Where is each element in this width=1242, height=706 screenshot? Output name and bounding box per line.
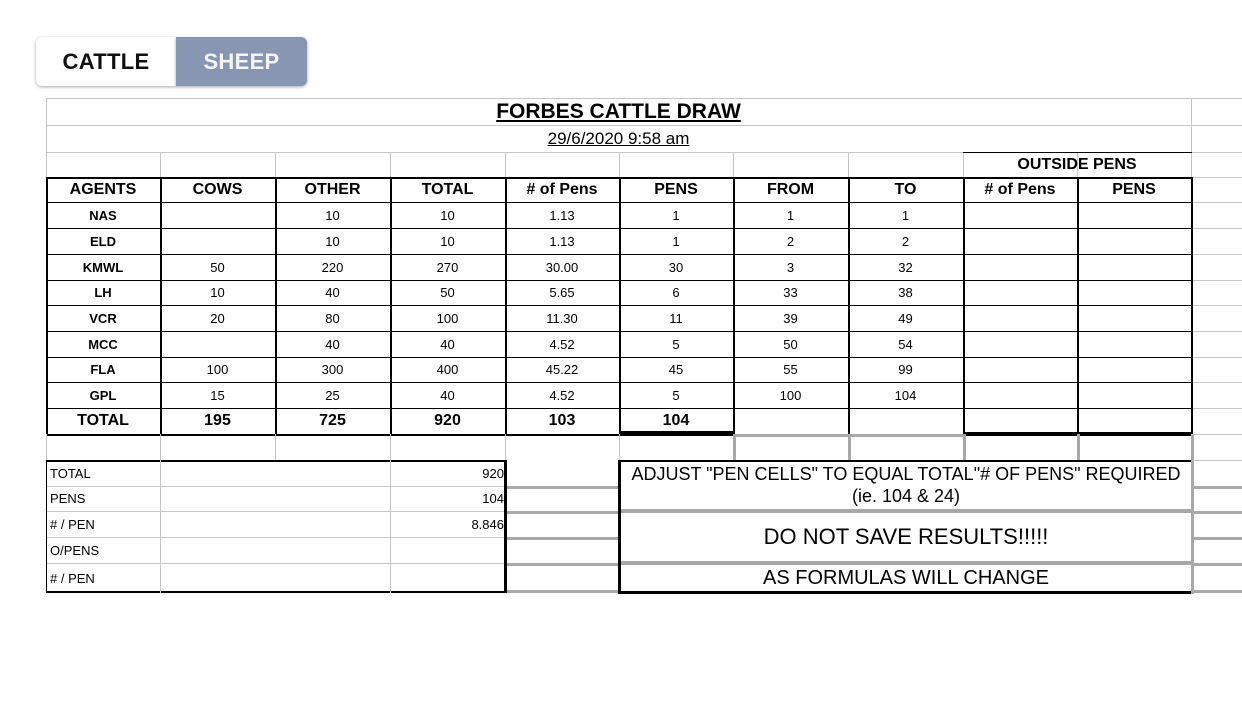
table-cell[interactable]: 49 [898,310,913,326]
formulas-note: AS FORMULAS WILL CHANGE [763,566,1049,589]
table-border [619,591,1192,594]
row-line [507,486,619,489]
row-line [507,511,619,514]
tab-cattle[interactable]: CATTLE [36,37,176,86]
table-cell[interactable] [1077,202,1191,228]
col-line [1077,434,1080,461]
table-cell[interactable]: 4.52 [549,336,575,352]
table-cell[interactable] [160,331,275,357]
table-cell[interactable]: 104 [894,387,917,403]
date-label: 29/6/2020 9:58 am [547,128,690,148]
table-cell[interactable]: 3 [786,259,795,275]
table-cell[interactable]: 25 [325,387,340,403]
table-cell[interactable]: 33 [783,285,798,300]
row-line [1193,202,1242,203]
table-cell[interactable] [963,280,1077,305]
col-line [619,434,620,460]
col-line [160,152,161,177]
table-cell[interactable]: 50 [440,285,455,300]
col-line [1191,460,1194,594]
col-line [733,434,736,461]
warning-note: DO NOT SAVE RESULTS!!!!! [763,524,1049,549]
col-line [505,434,506,460]
table-cell[interactable]: 40 [440,336,455,352]
col-header-2: COWS [192,180,243,198]
table-cell[interactable]: MCC [88,336,118,352]
table-cell[interactable]: 11 [669,310,683,326]
table-cell[interactable]: 39 [783,310,798,326]
col-line [619,152,620,177]
row-line [507,590,619,593]
table-cell[interactable]: 30.00 [545,259,579,275]
table-cell[interactable] [160,228,275,254]
table-cell[interactable]: 54 [898,336,913,352]
table-cell[interactable]: 2 [786,233,795,249]
totals-cell: 195 [204,412,231,429]
table-cell[interactable]: 300 [321,362,344,377]
table-cell[interactable]: 1 [786,207,795,223]
row-line [1194,511,1242,514]
col-line [275,152,276,177]
col-header-5: # of Pens [526,180,598,198]
table-cell[interactable]: 99 [898,362,913,377]
col-line [1191,434,1194,461]
table-cell[interactable] [1077,331,1191,357]
col-line [733,152,734,177]
table-cell[interactable]: 40 [325,285,340,300]
table-cell[interactable]: 10 [210,285,225,300]
col-line [963,434,966,461]
table-cell[interactable]: 38 [898,285,913,300]
table-cell[interactable]: 1 [672,207,680,223]
col-line [275,434,276,460]
row-line [1194,563,1242,566]
table-cell[interactable]: 50 [210,259,225,275]
row-line [1193,460,1242,461]
table-cell[interactable]: 10 [440,233,455,249]
col-line [848,434,851,461]
col-header-7: FROM [766,180,815,198]
col-line [848,152,849,177]
row-line [1194,590,1242,593]
totals-cell: 104 [662,412,690,429]
table-cell[interactable] [1077,305,1191,331]
table-cell[interactable]: 11.30 [546,310,578,326]
summary-label: PENS [50,491,86,506]
table-cell[interactable] [1077,254,1191,280]
table-cell[interactable]: VCR [89,310,117,326]
table-cell[interactable]: NAS [89,207,117,223]
row-line [1193,280,1242,281]
table-cell[interactable]: 220 [321,259,344,275]
table-cell[interactable] [963,254,1077,280]
table-cell[interactable] [160,202,275,228]
row-line [1193,382,1242,383]
table-cell[interactable] [1077,228,1191,254]
table-cell[interactable] [963,357,1077,382]
table-cell[interactable]: 10 [325,207,340,223]
table-cell[interactable] [1077,357,1191,382]
summary-value[interactable]: 8.846 [471,516,504,532]
table-cell[interactable]: 30 [668,259,684,275]
row-line [1193,305,1242,306]
table-cell[interactable] [963,382,1077,408]
row-line [1193,408,1242,409]
col-line [46,434,47,460]
table-cell[interactable] [963,331,1077,357]
summary-value[interactable] [390,563,508,593]
table-cell[interactable]: 100 [779,387,802,403]
summary-value[interactable]: 104 [482,491,504,506]
table-cell[interactable]: ELD [90,233,116,249]
row-line [507,537,619,540]
table-cell[interactable]: 40 [440,387,455,403]
col-header-6: PENS [654,180,698,198]
col-header-9: # of Pens [984,180,1056,198]
summary-label: # / PEN [50,570,95,586]
col-header-3: OTHER [304,180,361,198]
summary-label: TOTAL [50,465,91,481]
table-cell[interactable]: 5 [672,387,680,403]
table-cell[interactable]: LH [94,285,112,300]
table-cell[interactable]: 32 [898,259,913,275]
table-cell[interactable]: 4.52 [549,387,575,403]
tab-sheep[interactable]: SHEEP [176,37,307,86]
table-cell[interactable]: 55 [783,362,798,377]
table-cell[interactable]: 6 [672,285,680,300]
table-cell[interactable]: 1.13 [549,207,575,223]
table-cell[interactable]: 20 [210,310,225,326]
col-line [505,152,506,177]
table-cell[interactable]: 40 [325,336,340,352]
col-line [1191,98,1192,178]
summary-value[interactable]: 920 [482,465,504,481]
summary-label: O/PENS [50,542,100,558]
col-header-4: TOTAL [421,180,474,198]
table-cell[interactable]: 45.22 [545,362,579,377]
table-cell[interactable]: 2 [901,233,910,249]
table-cell[interactable]: 400 [436,362,459,377]
row-line [1194,486,1242,489]
table-cell[interactable] [963,202,1077,228]
row-line [1193,357,1242,358]
table-cell[interactable] [963,305,1077,331]
table-cell[interactable]: GPL [89,387,117,403]
table-cell[interactable]: 5 [672,336,680,352]
col-line [390,152,391,177]
row-line [1193,434,1242,435]
col-line [390,434,391,460]
table-cell[interactable]: 80 [325,310,340,326]
totals-cell: 725 [319,412,346,429]
table-cell[interactable]: 1.13 [549,233,575,249]
table-cell[interactable]: 50 [783,336,798,352]
table-cell[interactable]: 1 [901,207,910,223]
page-title: FORBES CATTLE DRAW [496,99,741,123]
table-cell[interactable]: 270 [436,259,459,275]
outside-pens-header: OUTSIDE PENS [1017,155,1137,173]
table-cell[interactable] [1077,280,1191,305]
table-cell[interactable]: 100 [206,362,229,377]
summary-value[interactable] [390,537,508,563]
row-line [1193,228,1242,229]
col-line [160,434,161,460]
summary-label: # / PEN [50,516,95,532]
totals-cell: TOTAL [77,412,129,429]
table-cell[interactable]: FLA [90,362,116,377]
table-cell[interactable]: 1 [672,233,680,249]
col-header-10: PENS [1112,180,1156,198]
table-cell[interactable]: KMWL [82,259,124,275]
table-cell[interactable]: 10 [325,233,340,249]
table-cell[interactable] [1077,382,1191,408]
col-header-8: TO [894,180,917,198]
row-line [1193,254,1242,255]
row-line [1193,331,1242,332]
table-border [619,431,735,434]
totals-cell: 920 [434,412,461,429]
table-cell[interactable]: 45 [668,362,684,377]
row-line [507,563,619,566]
table-cell[interactable]: 15 [210,387,225,403]
row-line [1194,537,1242,540]
adjust-note: ADJUST "PEN CELLS" TO EQUAL TOTAL"# OF PENS" REQUIRED (ie. 104 & 24) [631,464,1181,506]
table-cell[interactable] [963,228,1077,254]
table-cell[interactable]: 5.65 [549,285,575,300]
table-cell[interactable]: 10 [440,207,455,223]
col-header-1: AGENTS [69,180,137,198]
totals-cell: 103 [548,412,576,429]
table-cell[interactable]: 100 [436,310,459,326]
